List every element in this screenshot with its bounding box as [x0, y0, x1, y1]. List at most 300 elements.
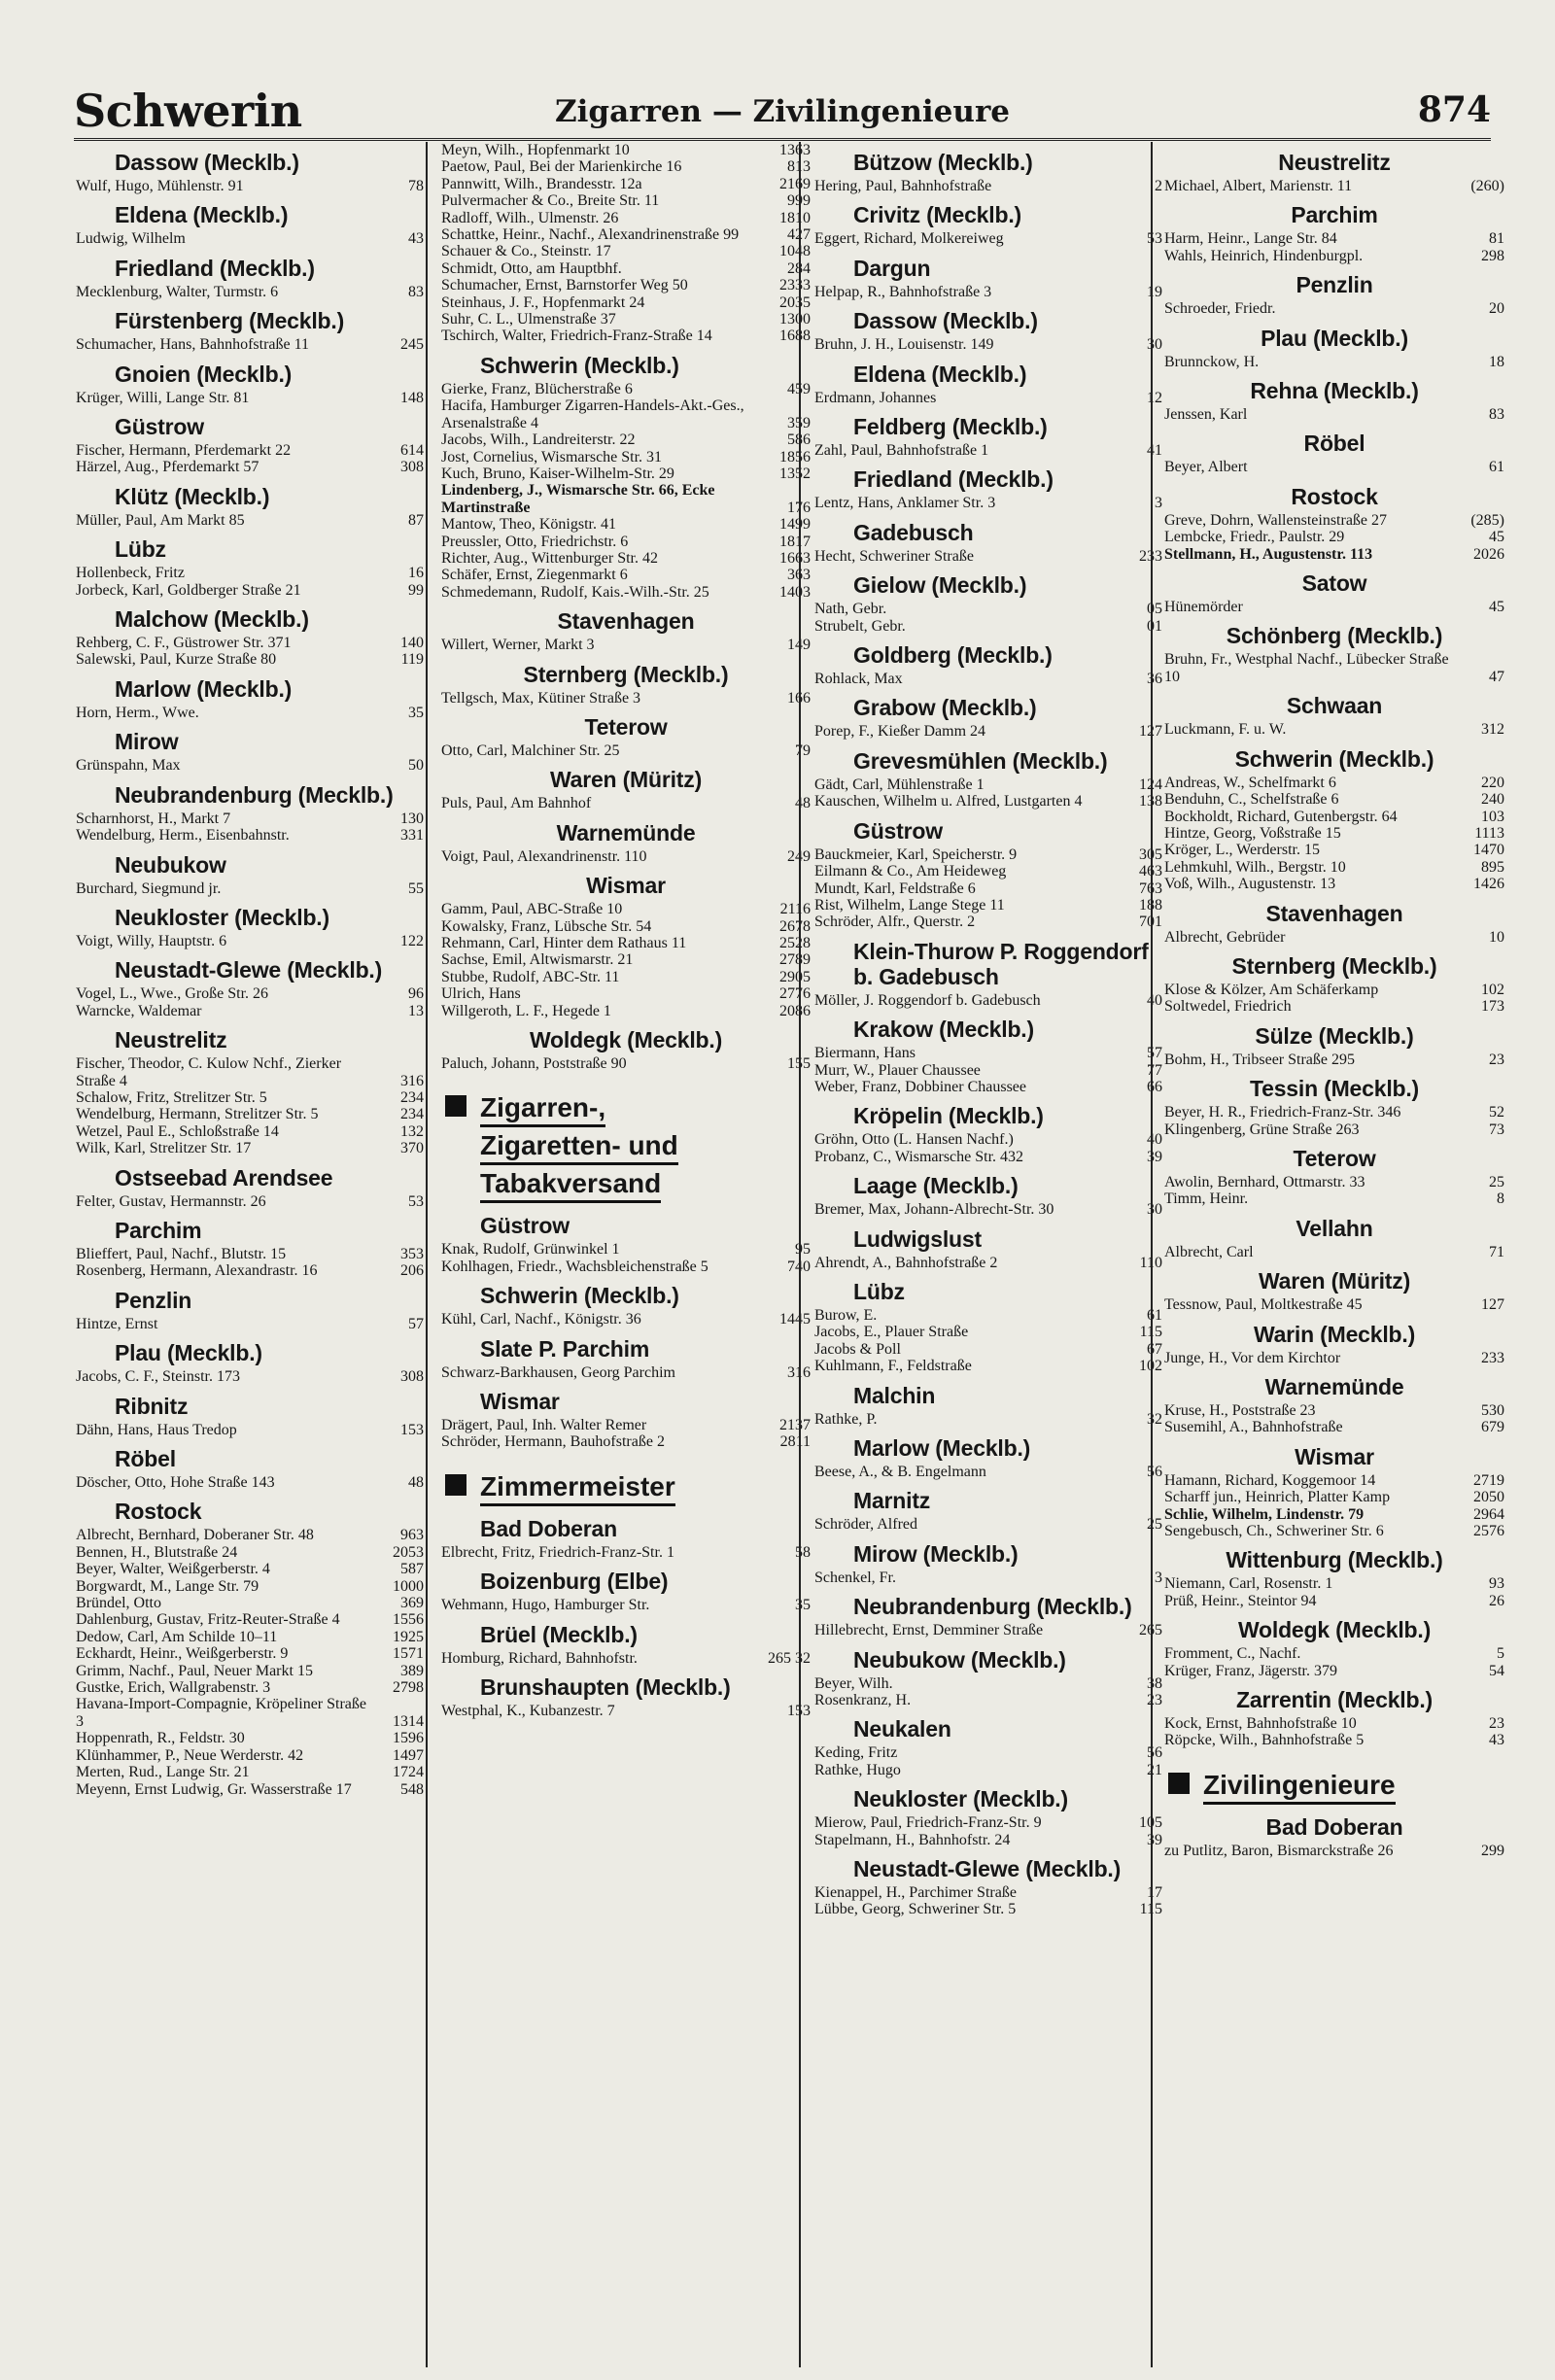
phone-number: 21 — [1147, 1761, 1162, 1778]
town-heading: Waren (Müritz) — [549, 767, 703, 793]
phone-number: 2 — [1155, 178, 1162, 194]
listing-entry — [1164, 1104, 1504, 1121]
phone-number: 39 — [1147, 1148, 1162, 1165]
listing-name: Horn, Herm., Wwe. — [76, 704, 199, 721]
phone-number: 23 — [1489, 1051, 1504, 1068]
listing-name: Tellgsch, Max, Kütiner Straße 3 — [441, 689, 641, 707]
town-heading: Grabow (Mecklb.) — [853, 695, 1037, 721]
phone-number: 1925 — [393, 1628, 424, 1645]
listing-entry — [441, 1259, 811, 1275]
town-heading: Neustadt-Glewe (Mecklb.) — [853, 1856, 1122, 1882]
listing-entry — [441, 584, 811, 601]
town-heading: Teterow — [1293, 1145, 1376, 1171]
listing-entry — [76, 1645, 424, 1662]
phone-number: 2086 — [779, 1002, 811, 1019]
phone-number: 83 — [408, 283, 424, 300]
phone-number: 122 — [400, 932, 424, 949]
listing-name: Voigt, Paul, Alexandrinenstr. 110 — [441, 847, 647, 865]
listing-name: Timm, Heinr. — [1164, 1190, 1249, 1208]
listing-name: Paluch, Johann, Poststraße 90 — [441, 1055, 627, 1073]
phone-number: 53 — [1147, 230, 1162, 248]
listing-name: Paetow, Paul, Bei der Marienkirche 16 — [441, 158, 682, 176]
town-heading: Warnemünde — [556, 819, 696, 845]
listing-name: Albrecht, Gebrüder — [1164, 928, 1286, 946]
listing-entry — [1164, 809, 1504, 825]
listing-name: Wulf, Hugo, Mühlenstr. 91 — [76, 178, 244, 194]
town-heading: Wittenburg (Mecklb.) — [1226, 1547, 1443, 1573]
town-heading: Neustadt-Glewe (Mecklb.) — [115, 957, 383, 983]
phone-number: 234 — [400, 1088, 424, 1106]
listing-name: Meyenn, Ernst Ludwig, Gr. Wasserstraße 17 — [76, 1780, 352, 1798]
phone-number: 1856 — [779, 448, 811, 466]
phone-number: 614 — [400, 442, 424, 460]
listing-entry — [441, 534, 811, 550]
listing-entry — [1164, 1472, 1504, 1489]
phone-number: 56 — [1147, 1464, 1162, 1480]
listing-name: Kuhlmann, F., Feldstraße — [814, 1358, 972, 1375]
town-heading: Mirow — [115, 729, 179, 755]
phone-number: 17 — [1147, 1884, 1162, 1902]
listing-name: Erdmann, Johannes — [814, 389, 937, 406]
phone-number: 353 — [400, 1245, 424, 1262]
listing-entry — [814, 390, 1162, 406]
listing-entry — [1164, 842, 1504, 858]
listing-entry — [76, 1140, 424, 1156]
listing-name: Kowalsky, Franz, Lübsche Str. 54 — [441, 917, 652, 935]
listing-name: Grünspahn, Max — [76, 757, 181, 775]
listing-entry — [814, 284, 1162, 300]
phone-number: 99 — [408, 581, 424, 599]
town-heading: Brüel (Mecklb.) — [480, 1621, 638, 1647]
listing-name: Jacobs & Poll — [814, 1340, 901, 1358]
phone-number: 05 — [1147, 601, 1162, 618]
phone-number: 138 — [1139, 793, 1162, 811]
listing-entry — [76, 178, 424, 194]
town-heading: Marlow (Mecklb.) — [853, 1435, 1031, 1461]
town-heading: Penzlin — [1296, 272, 1373, 298]
phone-number: 43 — [408, 230, 424, 248]
town-heading: Woldegk (Mecklb.) — [529, 1027, 723, 1053]
listing-name: Scharff jun., Heinrich, Platter Kamp — [1164, 1489, 1391, 1506]
listing-name: Benduhn, C., Schelfstraße 6 — [1164, 791, 1339, 809]
listing-name: Luckmann, F. u. W. — [1164, 721, 1287, 739]
listing-entry — [441, 466, 811, 482]
listing-name: Mecklenburg, Walter, Turmstr. 6 — [76, 283, 279, 300]
town-heading: Bad Doberan — [480, 1515, 617, 1541]
listing-entry — [814, 495, 1162, 511]
phone-number: 73 — [1489, 1121, 1504, 1138]
town-heading: Rehna (Mecklb.) — [1250, 378, 1419, 404]
town-heading: Plau (Mecklb.) — [1261, 325, 1408, 351]
listing-name: Schattke, Heinr., Nachf., Alexandrinenstraße 99 — [441, 226, 740, 244]
listing-entry — [814, 230, 1162, 247]
town-heading: Röbel — [115, 1446, 176, 1471]
listing-entry — [76, 933, 424, 949]
listing-entry — [76, 1106, 424, 1122]
listing-name: zu Putlitz, Baron, Bismarckstraße 26 — [1164, 1842, 1394, 1859]
town-heading: Krakow (Mecklb.) — [853, 1017, 1034, 1043]
listing-name: Schumacher, Hans, Bahnhofstraße 11 — [76, 336, 310, 354]
phone-number: 110 — [1139, 1254, 1162, 1271]
phone-number: 308 — [400, 459, 424, 476]
phone-number: 284 — [787, 259, 811, 277]
listing-name: Schalow, Fritz, Strelitzer Str. 5 — [76, 1088, 267, 1106]
listing-name: Knak, Rudolf, Grünwinkel 1 — [441, 1241, 620, 1259]
listing-entry — [814, 336, 1162, 353]
town-heading: Malchin — [853, 1382, 936, 1408]
listing-entry — [76, 1696, 424, 1730]
column-1 — [76, 142, 424, 2367]
phone-number: 50 — [408, 757, 424, 775]
listing-name: Willgeroth, L. F., Hegede 1 — [441, 1002, 611, 1019]
listing-entry — [76, 1764, 424, 1780]
town-heading: Mirow (Mecklb.) — [853, 1540, 1019, 1567]
phone-number: 265 32 — [768, 1649, 811, 1667]
listing-entry — [441, 260, 811, 277]
listing-name: Schröder, Alfred — [814, 1516, 917, 1534]
listing-name: Wahls, Heinrich, Hindenburgpl. — [1164, 247, 1364, 264]
listing-entry — [441, 397, 811, 431]
section-marker — [445, 1095, 466, 1117]
listing-name: Tessnow, Paul, Moltkestraße 45 — [1164, 1296, 1363, 1314]
listing-name: Strubelt, Gebr. — [814, 617, 906, 635]
listing-name: Schauer & Co., Steinstr. 17 — [441, 243, 611, 260]
listing-entry — [76, 1781, 424, 1798]
listing-name: Niemann, Carl, Rosenstr. 1 — [1164, 1575, 1333, 1593]
listing-name: Bennen, H., Blutstraße 24 — [76, 1543, 238, 1561]
phone-number: 2333 — [779, 277, 811, 294]
phone-number: 2811 — [779, 1433, 811, 1451]
phone-number: 370 — [400, 1140, 424, 1157]
phone-number: 96 — [408, 985, 424, 1003]
town-heading: Röbel — [1303, 431, 1365, 457]
phone-number: 58 — [795, 1543, 811, 1561]
listing-entry — [1164, 1732, 1504, 1748]
listing-name: Lehmkuhl, Wilh., Bergstr. 10 — [1164, 858, 1346, 876]
listing-name: Schmedemann, Rudolf, Kais.-Wilh.-Str. 25 — [441, 583, 709, 601]
phone-number: 35 — [408, 704, 424, 721]
listing-entry — [441, 482, 811, 516]
listing-entry — [814, 1045, 1162, 1061]
town-heading: Güstrow — [480, 1213, 570, 1239]
listing-entry — [814, 776, 1162, 793]
section-marker — [1168, 1773, 1190, 1794]
town-heading: Neukalen — [853, 1716, 951, 1742]
phone-number: 41 — [1147, 442, 1162, 460]
listing-entry — [76, 651, 424, 668]
listing-name: Lindenberg, J., Wismarsche Str. 66, Ecke Martinstraße — [441, 482, 715, 516]
listing-name: Meyn, Wilh., Hopfenmarkt 10 — [441, 142, 630, 158]
listing-entry — [76, 1123, 424, 1140]
listing-name: Bremer, Max, Johann-Albrecht-Str. 30 — [814, 1201, 1054, 1219]
listing-entry — [1164, 406, 1504, 423]
listing-entry — [814, 1901, 1162, 1917]
listing-name: Wehmann, Hugo, Hamburger Str. — [441, 1597, 650, 1614]
phone-number: 52 — [1489, 1104, 1504, 1121]
listing-name: Klingenberg, Grüne Straße 263 — [1164, 1121, 1360, 1138]
listing-name: Rosenkranz, H. — [814, 1692, 912, 1709]
listing-entry — [814, 671, 1162, 687]
listing-name: Kühl, Carl, Nachf., Königstr. 36 — [441, 1311, 641, 1328]
listing-entry — [441, 969, 811, 985]
town-heading: Schwerin (Mecklb.) — [1234, 745, 1434, 772]
listing-entry — [441, 848, 811, 865]
listing-entry — [441, 158, 811, 175]
listing-entry — [814, 1884, 1162, 1901]
phone-number: 13 — [408, 1002, 424, 1019]
listing-name: Westphal, K., Kubanzestr. 7 — [441, 1703, 615, 1720]
town-heading: Neukloster (Mecklb.) — [115, 904, 329, 930]
phone-number: 35 — [795, 1597, 811, 1614]
phone-number: 48 — [408, 1474, 424, 1491]
town-heading: Friedland (Mecklb.) — [853, 466, 1054, 493]
listing-name: Fischer, Theodor, C. Kulow Nchf., Zierker Straße 4 — [76, 1055, 342, 1089]
listing-name: Preussler, Otto, Friedrichstr. 6 — [441, 533, 629, 550]
listing-entry — [76, 230, 424, 247]
listing-entry — [76, 635, 424, 651]
listing-name: Radloff, Wilh., Ulmenstr. 26 — [441, 209, 619, 226]
phone-number: 1426 — [1473, 876, 1504, 893]
listing-entry — [814, 723, 1162, 740]
town-heading: Ostseebad Arendsee — [115, 1164, 333, 1190]
phone-number: 32 — [1147, 1410, 1162, 1428]
listing-entry — [441, 1650, 811, 1667]
listing-name: Rehberg, C. F., Güstrower Str. 371 — [76, 635, 292, 652]
phone-number: 298 — [1481, 247, 1504, 264]
listing-entry — [1164, 998, 1504, 1015]
listing-entry — [1164, 512, 1504, 529]
phone-number: 148 — [400, 389, 424, 406]
town-heading: Marlow (Mecklb.) — [115, 675, 293, 702]
phone-number: 363 — [787, 567, 811, 584]
listing-name: Beyer, Walter, Weißgerberstr. 4 — [76, 1561, 270, 1578]
phone-number: 127 — [1139, 723, 1162, 741]
phone-number: 61 — [1489, 459, 1504, 476]
listing-entry — [441, 243, 811, 259]
phone-number: 369 — [400, 1595, 424, 1612]
listing-name: Krüger, Franz, Jägerstr. 379 — [1164, 1662, 1337, 1679]
phone-number: 95 — [795, 1241, 811, 1259]
listing-name: Gädt, Carl, Mühlenstraße 1 — [814, 776, 985, 793]
listing-entry — [1164, 1715, 1504, 1732]
phone-number: 234 — [400, 1106, 424, 1123]
listing-name: Jorbeck, Karl, Goldberger Straße 21 — [76, 581, 301, 599]
phone-number: 530 — [1481, 1402, 1504, 1419]
phone-number: 87 — [408, 511, 424, 529]
listing-name: Helpap, R., Bahnhofstraße 3 — [814, 283, 992, 300]
listing-entry — [76, 1055, 424, 1089]
phone-number: 45 — [1489, 599, 1504, 616]
listing-name: Stapelmann, H., Bahnhofstr. 24 — [814, 1831, 1011, 1848]
phone-number: 26 — [1489, 1592, 1504, 1609]
phone-number: 45 — [1489, 529, 1504, 546]
listing-name: Junge, H., Vor dem Kirchtor — [1164, 1349, 1341, 1366]
listing-name: Bohm, H., Tribseer Straße 295 — [1164, 1051, 1355, 1068]
town-heading: Dassow (Mecklb.) — [853, 308, 1038, 334]
town-heading: Schwaan — [1286, 693, 1383, 719]
listing-entry — [814, 1675, 1162, 1692]
listing-name: Blieffert, Paul, Nachf., Blutstr. 15 — [76, 1245, 287, 1262]
listing-entry — [1164, 1174, 1504, 1190]
phone-number: 103 — [1481, 808, 1504, 825]
listing-entry — [814, 1307, 1162, 1324]
phone-number: 2776 — [779, 985, 811, 1003]
listing-entry — [1164, 459, 1504, 475]
listing-entry — [441, 637, 811, 653]
town-heading: Parchim — [115, 1217, 202, 1243]
listing-name: Döscher, Otto, Hohe Straße 143 — [76, 1474, 275, 1491]
section-title-line: Zigarren-, — [480, 1091, 605, 1127]
phone-number: 1113 — [1474, 824, 1504, 842]
page-number: 874 — [1417, 89, 1491, 130]
town-heading: Klütz (Mecklb.) — [115, 483, 270, 509]
phone-number: 2719 — [1473, 1471, 1504, 1489]
phone-number: 1363 — [779, 142, 811, 158]
phone-number: 2789 — [779, 951, 811, 969]
listing-name: Bockholdt, Richard, Gutenbergstr. 64 — [1164, 808, 1398, 825]
phone-number: 316 — [787, 1363, 811, 1381]
phone-number: 1724 — [393, 1764, 424, 1781]
section-title — [1203, 1767, 1396, 1805]
section-title — [480, 1468, 675, 1506]
listing-entry — [76, 1422, 424, 1438]
listing-name: Rehmann, Carl, Hinter dem Rathaus 11 — [441, 935, 687, 951]
phone-number: 56 — [1147, 1744, 1162, 1762]
listing-name: Gustke, Erich, Wallgrabenstr. 3 — [76, 1679, 271, 1697]
listing-name: Dedow, Carl, Am Schilde 10–11 — [76, 1628, 278, 1645]
phone-number: 53 — [408, 1192, 424, 1210]
listing-entry — [1164, 1402, 1504, 1419]
listing-name: Lübbe, Georg, Schweriner Str. 5 — [814, 1901, 1017, 1918]
phone-number: 763 — [1139, 880, 1162, 897]
phone-number: 233 — [1481, 1349, 1504, 1366]
section-marker — [445, 1474, 466, 1496]
listing-name: Kienappel, H., Parchimer Straße — [814, 1884, 1017, 1902]
phone-number: 25 — [1147, 1516, 1162, 1534]
phone-number: 895 — [1481, 858, 1504, 876]
listing-entry — [76, 1679, 424, 1696]
listing-name: Hintze, Georg, Voßstraße 15 — [1164, 824, 1341, 842]
town-heading: Dassow (Mecklb.) — [115, 150, 299, 175]
phone-number: 19 — [1147, 283, 1162, 300]
listing-name: Mantow, Theo, Königstr. 41 — [441, 516, 616, 534]
listing-name: Rohlack, Max — [814, 671, 903, 688]
phone-number: 54 — [1489, 1662, 1504, 1679]
listing-name: Beyer, H. R., Friedrich-Franz-Str. 346 — [1164, 1104, 1401, 1121]
listing-entry — [441, 516, 811, 533]
phone-number: 2050 — [1473, 1489, 1504, 1506]
listing-name: Schwarz-Barkhausen, Georg Parchim — [441, 1363, 675, 1381]
listing-entry — [76, 1611, 424, 1628]
listing-entry — [1164, 929, 1504, 946]
phone-number: 1352 — [779, 465, 811, 482]
listing-entry — [1164, 791, 1504, 808]
listing-name: Hamann, Richard, Koggemoor 14 — [1164, 1471, 1376, 1489]
phone-number: 115 — [1139, 1324, 1162, 1341]
listing-entry — [441, 381, 811, 397]
phone-number: 963 — [400, 1527, 424, 1544]
listing-entry — [441, 951, 811, 968]
listing-name: Gamm, Paul, ABC-Straße 10 — [441, 901, 623, 918]
town-heading: Slate P. Parchim — [480, 1335, 650, 1362]
phone-number: 102 — [1139, 1358, 1162, 1375]
listing-name: Schäfer, Ernst, Ziegenmarkt 6 — [441, 567, 628, 584]
page-header — [74, 84, 1491, 141]
listing-name: Probanz, C., Wismarsche Str. 432 — [814, 1148, 1024, 1165]
phone-number: 427 — [787, 226, 811, 244]
listing-name: Mundt, Karl, Feldstraße 6 — [814, 880, 976, 897]
listing-entry — [76, 582, 424, 599]
listing-name: Sengebusch, Ch., Schweriner Str. 6 — [1164, 1523, 1384, 1540]
phone-number: 67 — [1147, 1340, 1162, 1358]
town-heading: Plau (Mecklb.) — [115, 1340, 262, 1366]
listing-name: Klose & Kölzer, Am Schäferkamp — [1164, 981, 1379, 998]
phone-number: 20 — [1489, 300, 1504, 318]
listing-entry — [76, 442, 424, 459]
listing-entry — [76, 1747, 424, 1764]
phone-number: 30 — [1147, 336, 1162, 354]
listing-name: Weber, Franz, Dobbiner Chaussee — [814, 1078, 1026, 1095]
town-heading: Warnemünde — [1264, 1374, 1404, 1399]
phone-number: 459 — [787, 380, 811, 397]
listing-name: Röpcke, Wilh., Bahnhofstraße 5 — [1164, 1732, 1365, 1749]
listing-entry — [441, 226, 811, 243]
phone-number: 2026 — [1473, 545, 1504, 563]
listing-entry — [1164, 876, 1504, 892]
listing-name: Otto, Carl, Malchiner Str. 25 — [441, 742, 620, 759]
phone-number: 2137 — [779, 1417, 811, 1434]
phone-number: 220 — [1481, 774, 1504, 791]
town-heading: Klein-Thurow P. Roggendorf b. Gadebusch — [853, 938, 1149, 989]
phone-number: 587 — [400, 1561, 424, 1578]
listing-entry — [814, 880, 1162, 897]
listing-entry — [76, 985, 424, 1002]
town-heading: Ludwigslust — [853, 1225, 982, 1252]
town-heading: Schwerin (Mecklb.) — [480, 1283, 679, 1309]
town-heading: Wismar — [480, 1389, 560, 1415]
listing-name: Jacobs, Wilh., Landreiterstr. 22 — [441, 431, 636, 449]
phone-number: 173 — [1481, 998, 1504, 1016]
listing-entry — [76, 1663, 424, 1679]
listing-entry — [814, 1341, 1162, 1358]
phone-number: 1571 — [393, 1645, 424, 1663]
listing-name: Albrecht, Carl — [1164, 1243, 1254, 1260]
listing-name: Hillebrecht, Ernst, Demminer Straße — [814, 1622, 1044, 1639]
phone-number: 55 — [408, 880, 424, 897]
town-heading: Vellahn — [1296, 1215, 1373, 1241]
phone-number: (285) — [1470, 511, 1504, 529]
listing-name: Rist, Wilhelm, Lange Stege 11 — [814, 896, 1005, 914]
phone-number: 12 — [1147, 389, 1162, 406]
listing-entry — [814, 1622, 1162, 1638]
town-heading: Boizenburg (Elbe) — [480, 1569, 669, 1595]
phone-number: 16 — [408, 565, 424, 582]
listing-entry — [814, 1079, 1162, 1095]
listing-entry — [814, 1762, 1162, 1778]
listing-entry — [76, 390, 424, 406]
listing-entry — [1164, 1663, 1504, 1679]
phone-number: 47 — [1489, 668, 1504, 685]
phone-number: 233 — [1139, 547, 1162, 565]
listing-entry — [441, 1003, 811, 1019]
phone-number: 359 — [787, 414, 811, 431]
listing-name: Lentz, Hans, Anklamer Str. 3 — [814, 495, 996, 512]
listing-name: Wendelburg, Herm., Eisenbahnstr. — [76, 827, 290, 845]
listing-entry — [76, 336, 424, 353]
listing-entry — [441, 142, 811, 158]
listing-name: Lembcke, Friedr., Paulstr. 29 — [1164, 529, 1345, 546]
phone-number: 23 — [1147, 1692, 1162, 1709]
